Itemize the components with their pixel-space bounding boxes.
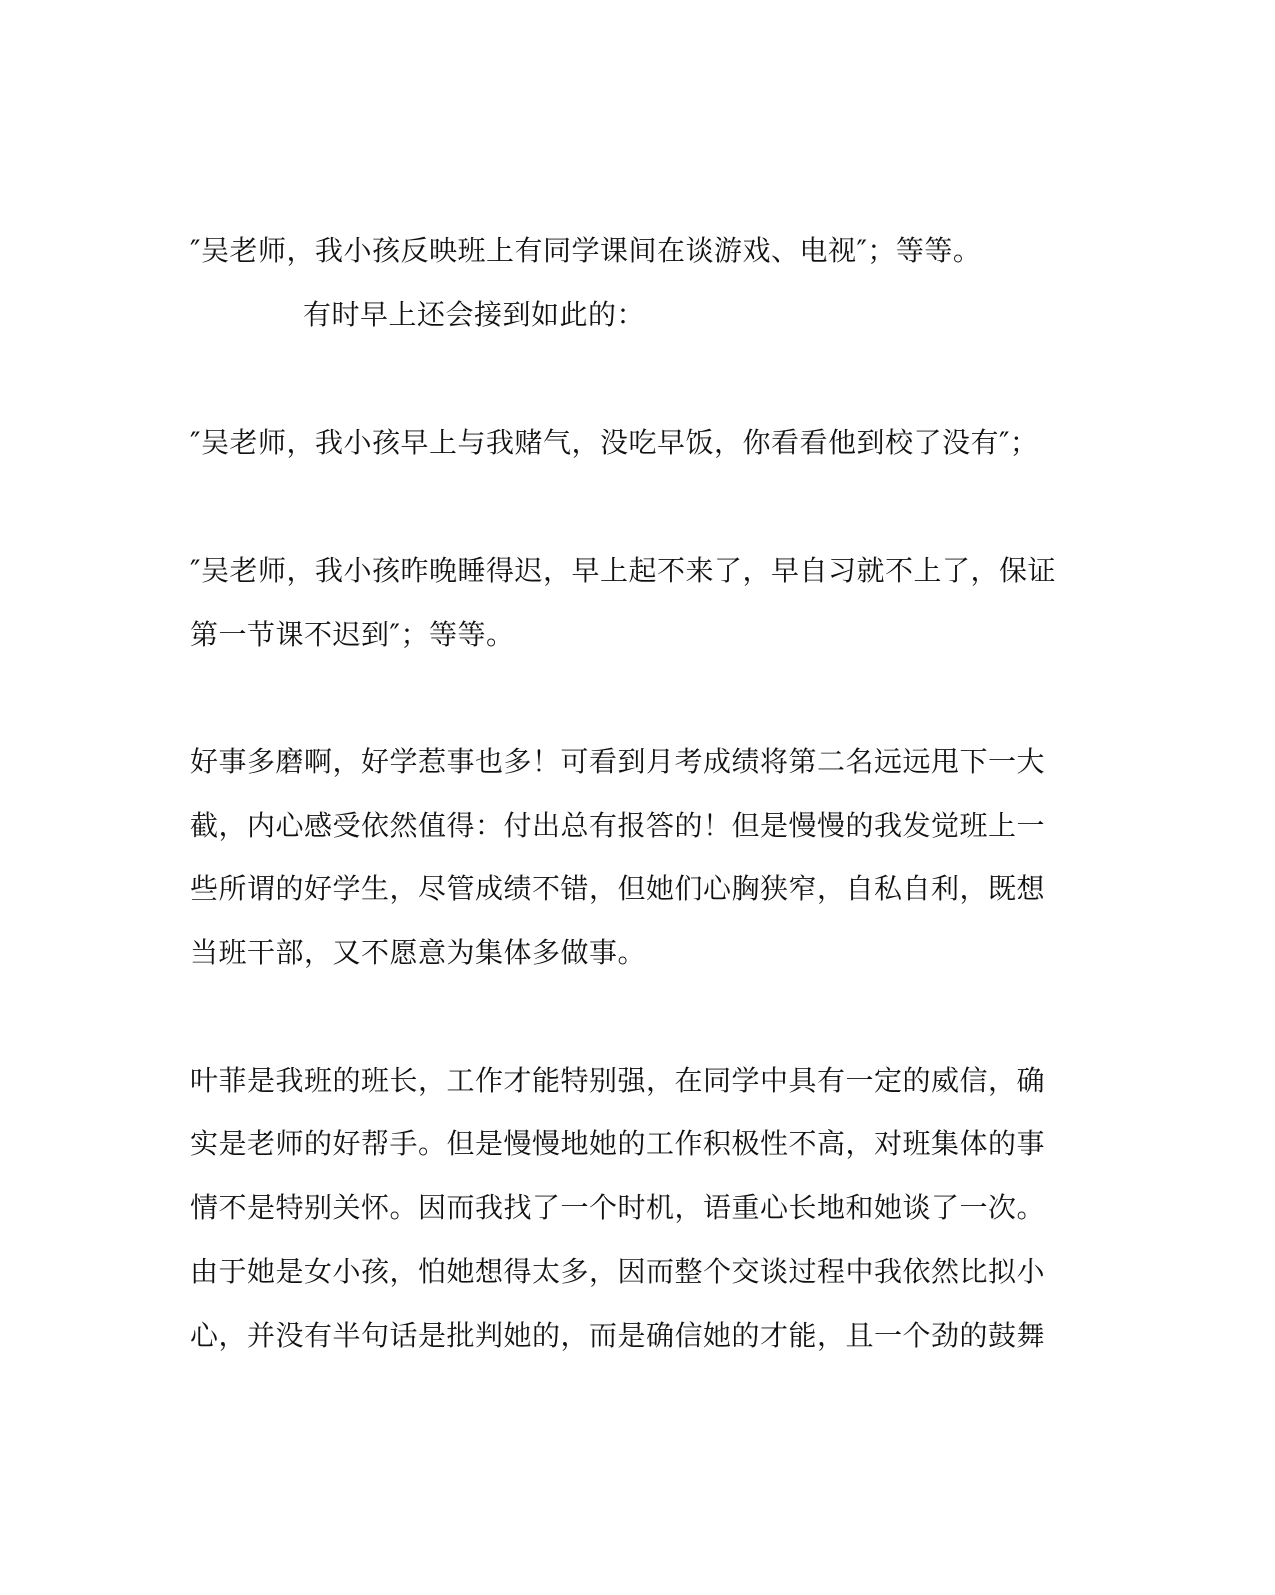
- text-line: 截，内心感受依然值得：付出总有报答的！但是慢慢的我发觉班上一: [190, 809, 1046, 842]
- text-line: 第一节课不迟到″；等等。: [190, 618, 515, 651]
- text-line: 当班干部，又不愿意为集体多做事。: [190, 936, 647, 969]
- text-line: ″吴老师，我小孩昨晚睡得迟，早上起不来了，早自习就不上了，保证: [190, 554, 1056, 587]
- text-line: 由于她是女小孩，怕她想得太多，因而整个交谈过程中我依然比拟小: [190, 1255, 1046, 1288]
- text-line: 有时早上还会接到如此的：: [303, 298, 646, 331]
- text-line: 实是老师的好帮手。但是慢慢地她的工作积极性不高，对班集体的事: [190, 1127, 1046, 1160]
- text-line: ″吴老师，我小孩早上与我赌气，没吃早饭，你看看他到校了没有″；: [190, 426, 1039, 459]
- text-line: 些所谓的好学生，尽管成绩不错，但她们心胸狭窄，自私自利，既想: [190, 872, 1046, 905]
- text-line: 情不是特别关怀。因而我找了一个时机，语重心长地和她谈了一次。: [190, 1191, 1046, 1224]
- text-line: 叶菲是我班的班长，工作才能特别强，在同学中具有一定的威信，确: [190, 1064, 1046, 1097]
- text-line: 好事多磨啊，好学惹事也多！可看到月考成绩将第二名远远甩下一大: [190, 745, 1046, 778]
- text-line: 心，并没有半句话是批判她的，而是确信她的才能，且一个劲的鼓舞: [190, 1319, 1046, 1352]
- text-line: ″吴老师，我小孩反映班上有同学课间在谈游戏、电视″；等等。: [190, 234, 982, 267]
